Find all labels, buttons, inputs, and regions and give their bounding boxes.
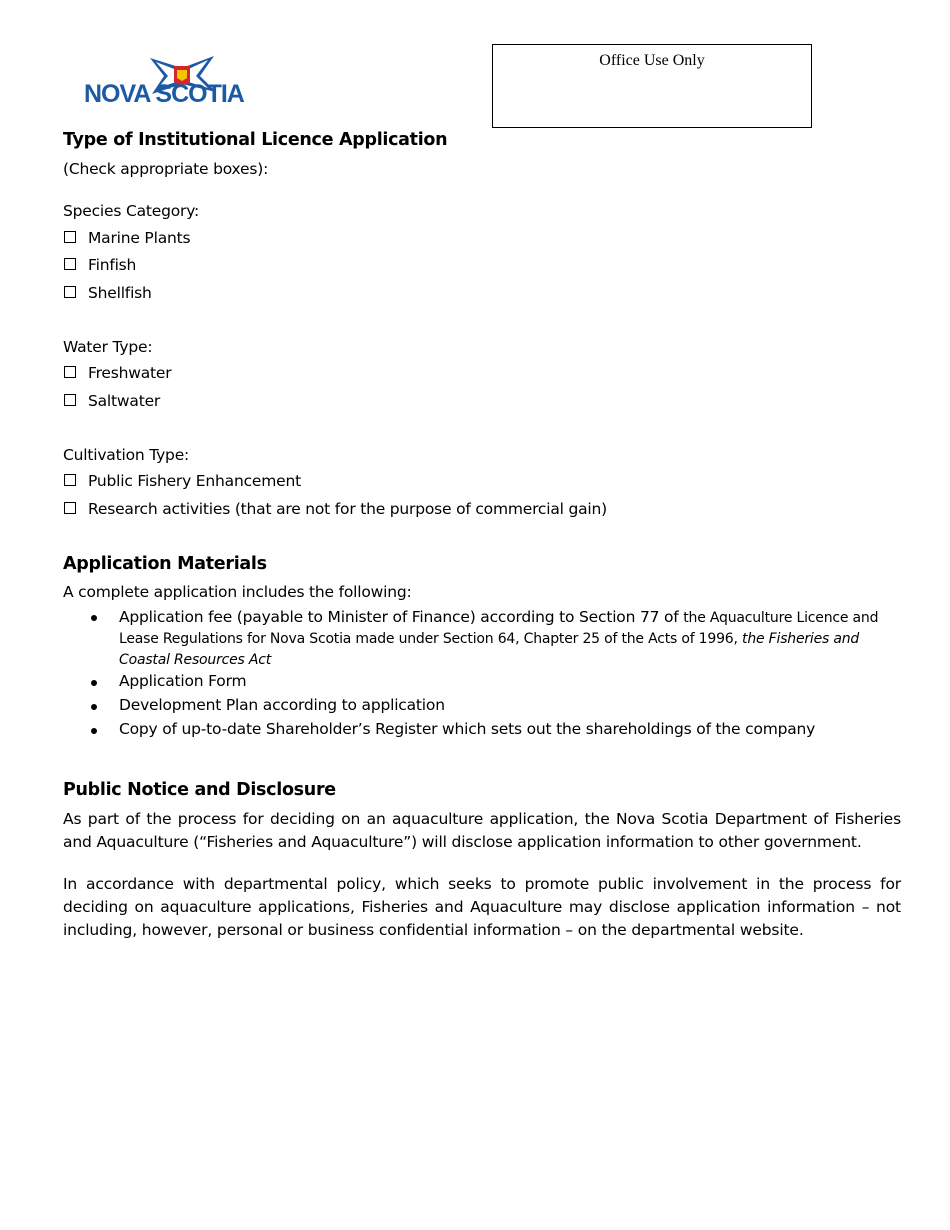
instruction-text: (Check appropriate boxes): (63, 160, 269, 178)
bullet-icon (91, 728, 97, 734)
checkbox-public-fishery[interactable]: Public Fishery Enhancement (64, 472, 301, 496)
bullet-icon (91, 704, 97, 710)
water-type-label: Water Type: (63, 338, 153, 356)
bullet-icon (91, 680, 97, 686)
list-item-fee: Application fee (payable to Minister of Finance) according to Section 77 of the Aquaculture Licence and Lease Regulations for Nova Scotia made under Section 64, Chapter 25 of the Acts of 1996, the Fisheries and Coastal Resources Act (119, 608, 879, 668)
checkbox-icon[interactable] (64, 474, 76, 486)
materials-intro: A complete application includes the following: (63, 583, 412, 601)
list-item-plan: Development Plan according to application (119, 696, 445, 714)
nova-scotia-logo (84, 54, 274, 112)
notice-heading: Public Notice and Disclosure (63, 780, 336, 800)
list-item-form: Application Form (119, 672, 247, 690)
checkbox-freshwater[interactable]: Freshwater (64, 364, 171, 388)
notice-paragraph-1: As part of the process for deciding on an aquaculture application, the Nova Scotia Department of Fisheries and Aquaculture (“Fisheries and Aquaculture”) will disclose application information to other government. (63, 810, 901, 851)
cultivation-type-label: Cultivation Type: (63, 446, 190, 464)
checkbox-marine-plants[interactable]: Marine Plants (64, 229, 190, 253)
office-use-box (492, 44, 812, 128)
checkbox-saltwater[interactable]: Saltwater (64, 392, 160, 416)
logo-wordmark: NOVA SCOTIA (84, 80, 244, 108)
bullet-icon (91, 615, 97, 621)
list-item-register: Copy of up-to-date Shareholder’s Register which sets out the shareholdings of the company (119, 720, 816, 738)
licence-type-heading: Type of Institutional Licence Application (63, 130, 448, 150)
office-use-label: Office Use Only (599, 52, 705, 69)
checkbox-finfish[interactable]: Finfish (64, 256, 136, 280)
checkbox-icon[interactable] (64, 502, 76, 514)
checkbox-icon[interactable] (64, 231, 76, 243)
materials-heading: Application Materials (63, 554, 267, 574)
checkbox-shellfish[interactable]: Shellfish (64, 284, 152, 308)
checkbox-icon[interactable] (64, 258, 76, 270)
species-label: Species Category: (63, 202, 200, 220)
checkbox-icon[interactable] (64, 366, 76, 378)
checkbox-research[interactable]: Research activities (that are not for the purpose of commercial gain) (64, 500, 607, 524)
checkbox-icon[interactable] (64, 286, 76, 298)
checkbox-icon[interactable] (64, 394, 76, 406)
notice-paragraph-2: In accordance with departmental policy, which seeks to promote public involvement in the process for deciding on aquaculture applications, Fisheries and Aquaculture may disclose application information – not including, however, personal or business confidential information – on the departmental website. (63, 875, 901, 939)
